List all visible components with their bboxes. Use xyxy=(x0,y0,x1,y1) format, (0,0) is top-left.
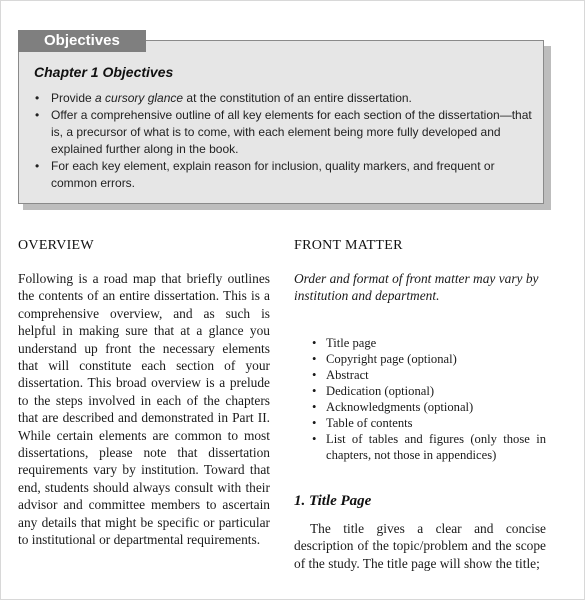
front-matter-item: • Title page xyxy=(294,335,546,351)
front-matter-item: • Abstract xyxy=(294,367,546,383)
front-matter-item: • Copyright page (optional) xyxy=(294,351,546,367)
front-matter-item: • Acknowledgments (optional) xyxy=(294,399,546,415)
front-matter-lead: Order and format of front matter may vary by institution and department. xyxy=(294,271,539,304)
objective-item: • Provide a cursory glance at the constitution of an entire dissertation. xyxy=(34,90,534,107)
title-page-heading: 1. Title Page xyxy=(294,492,372,509)
overview-heading: OVERVIEW xyxy=(18,238,94,253)
objectives-list xyxy=(34,90,534,192)
front-matter-item: • Table of contents xyxy=(294,415,546,431)
front-matter-heading: FRONT MATTER xyxy=(294,238,403,253)
objective-item: • Offer a comprehensive outline of all key elements for each section of the dissertation—that is, a precursor of what is to come, with each element being more fully developed and explained further along in the book. xyxy=(34,107,534,158)
objectives-tab: Objectives xyxy=(18,30,146,52)
objectives-heading: Chapter 1 Objectives xyxy=(34,64,174,80)
overview-body: Following is a road map that briefly outlines the contents of an entire dissertation. This is a comprehensive overview, and as such is helpful in making sure that at a glance you understand up front the necessary elements that will constitute each section of your dissertation. This broad overview is a prelude to the steps involved in each of the chapters that are described and demonstrated in Part II. While certain elements are common to most dissertations, please note that dissertation requirements vary by institution. Toward that end, students should always consult with their advisor and committee members to ascertain any details that might be specific or particular to institutional or departmental requirements. xyxy=(18,271,270,548)
right-column xyxy=(294,238,546,572)
front-matter-list xyxy=(294,335,546,463)
left-column xyxy=(18,238,270,549)
front-matter-item: • Dedication (optional) xyxy=(294,383,546,399)
title-page-body: The title gives a clear and concise description of the topic/problem and the scope of the study. The title page will show the title; xyxy=(294,520,546,571)
objective-item: • For each key element, explain reason for inclusion, quality markers, and frequent or common errors. xyxy=(34,158,534,192)
front-matter-item: • List of tables and figures (only those in chapters, not those in appendices) xyxy=(294,431,546,463)
